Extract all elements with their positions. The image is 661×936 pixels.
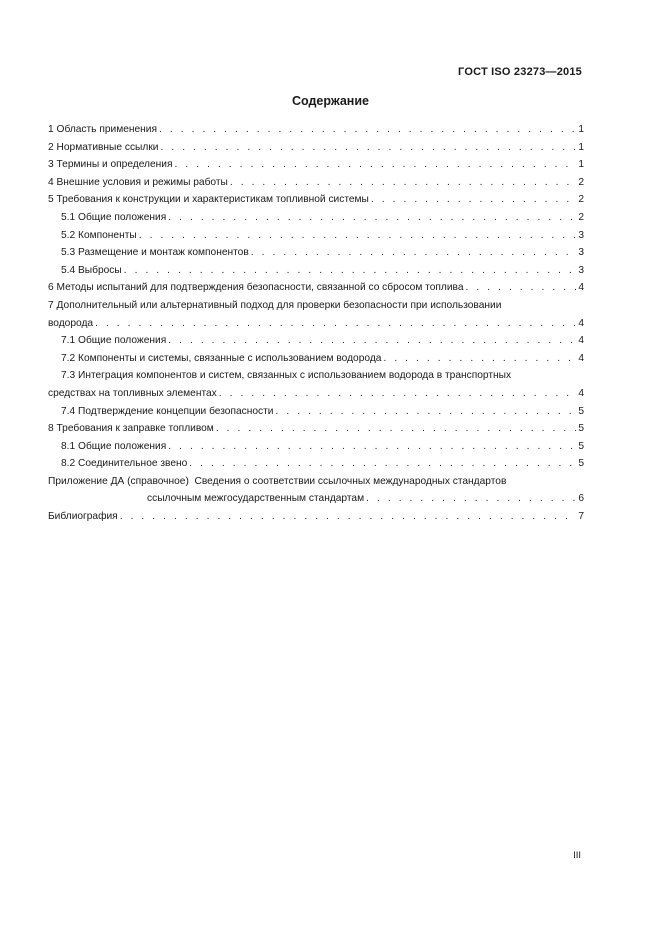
leader-dots — [219, 385, 576, 403]
leader-dots — [168, 332, 576, 350]
toc-number: 7.4 — [61, 405, 76, 417]
toc-number: 7.2 — [61, 352, 76, 364]
leader-dots — [160, 139, 576, 157]
toc-page: 3 — [578, 264, 584, 276]
toc-entry[interactable] — [48, 403, 584, 421]
toc-number: 7.1 — [61, 335, 76, 347]
toc-page: 5 — [578, 440, 584, 452]
toc-entry[interactable] — [48, 156, 584, 174]
toc-number: 6 — [48, 282, 54, 294]
toc-title: Нормативные ссылки — [56, 141, 159, 153]
toc-page: 1 — [578, 159, 584, 171]
toc-title: Компоненты и системы, связанные с использованием водорода — [78, 352, 382, 364]
toc-title: Компоненты — [78, 229, 137, 241]
toc-page: 7 — [578, 511, 584, 523]
toc-entry[interactable] — [48, 139, 584, 157]
toc-entry[interactable] — [48, 455, 584, 473]
toc-title-continued: ссылочным межгосударственным стандартам — [147, 493, 365, 505]
toc-entry[interactable] — [48, 350, 584, 368]
toc-page: 1 — [578, 141, 584, 153]
standard-designation: ГОСТ ISO 23273—2015 — [458, 66, 582, 78]
toc-number: 8 — [48, 423, 54, 435]
toc-title: Общие положения — [78, 440, 167, 452]
leader-dots — [120, 508, 576, 526]
table-of-contents — [48, 121, 584, 526]
toc-entry[interactable] — [48, 279, 584, 297]
leader-dots — [175, 156, 577, 174]
toc-number: 5.3 — [61, 247, 76, 259]
leader-dots — [159, 121, 576, 139]
toc-entry[interactable] — [48, 367, 584, 402]
toc-number: 2 — [48, 141, 54, 153]
toc-number: 7.3 — [61, 370, 76, 382]
toc-number: 5.4 — [61, 264, 76, 276]
leader-dots — [95, 315, 576, 333]
toc-title: Выбросы — [78, 264, 122, 276]
leader-dots — [139, 227, 576, 245]
toc-entry[interactable] — [48, 438, 584, 456]
toc-page: 2 — [578, 211, 584, 223]
leader-dots — [275, 403, 576, 421]
leader-dots — [124, 262, 576, 280]
toc-number: 1 — [48, 124, 54, 135]
toc-title: Дополнительный или альтернативный подход для проверки безопасности при использовании — [56, 299, 502, 311]
toc-entry-appendix[interactable] — [48, 473, 584, 508]
toc-page: 4 — [578, 335, 584, 347]
toc-title: Соединительное звено — [78, 458, 188, 470]
toc-title: Интеграция компонентов и систем, связанных с использованием водорода в транспортных — [78, 370, 512, 382]
toc-title: Внешние условия и режимы работы — [56, 176, 228, 188]
toc-number: 7 — [48, 299, 54, 311]
toc-page: 3 — [578, 247, 584, 259]
toc-title: Размещение и монтаж компонентов — [78, 247, 249, 259]
toc-page: 4 — [578, 317, 584, 329]
toc-number: 8.2 — [61, 458, 76, 470]
leader-dots — [371, 191, 576, 209]
appendix-label: Приложение ДА (справочное) — [48, 475, 189, 487]
page-title: Содержание — [291, 94, 369, 108]
toc-number: 8.1 — [61, 440, 76, 452]
toc-title: Методы испытаний для подтверждения безопасности, связанной со сбросом топлива — [56, 282, 464, 294]
toc-title: Библиография — [48, 511, 118, 523]
toc-title: Термины и определения — [56, 159, 173, 171]
toc-entry[interactable] — [48, 297, 584, 332]
toc-page: 5 — [578, 405, 584, 417]
leader-dots — [383, 350, 576, 368]
toc-number: 5 — [48, 194, 54, 206]
leader-dots — [230, 174, 576, 192]
toc-entry[interactable] — [48, 121, 584, 139]
leader-dots — [168, 438, 576, 456]
toc-title: Общие положения — [78, 211, 167, 223]
toc-page: 2 — [578, 194, 584, 206]
toc-number: 3 — [48, 159, 54, 171]
leader-dots — [168, 209, 576, 227]
leader-dots — [251, 244, 576, 262]
toc-number: 5.2 — [61, 229, 76, 241]
toc-title: Общие положения — [78, 335, 167, 347]
toc-entry[interactable] — [48, 420, 584, 438]
toc-page: 4 — [578, 282, 584, 294]
toc-entry[interactable] — [48, 174, 584, 192]
toc-page: 6 — [578, 493, 584, 505]
toc-entry-bibliography[interactable] — [48, 508, 584, 526]
toc-title: Область применения — [56, 124, 157, 135]
toc-title: Сведения о соответствии ссылочных международных стандартов — [194, 475, 507, 487]
toc-title-continued: средствах на топливных элементах — [48, 387, 217, 399]
toc-page: 5 — [578, 423, 584, 435]
toc-page: 5 — [578, 458, 584, 470]
leader-dots — [466, 279, 577, 297]
toc-entry[interactable] — [48, 227, 584, 245]
leader-dots — [216, 420, 576, 438]
page-number: III — [573, 850, 581, 861]
toc-entry[interactable] — [48, 332, 584, 350]
toc-title: Требования к заправке топливом — [56, 423, 214, 435]
toc-number: 5.1 — [61, 211, 76, 223]
toc-page: 3 — [578, 229, 584, 241]
toc-entry[interactable] — [48, 244, 584, 262]
toc-page: 4 — [578, 352, 584, 364]
leader-dots — [366, 490, 576, 508]
leader-dots — [189, 455, 576, 473]
toc-number: 4 — [48, 176, 54, 188]
toc-entry[interactable] — [48, 262, 584, 280]
toc-page: 2 — [578, 176, 584, 188]
toc-title-continued: водорода — [48, 317, 94, 329]
toc-title: Подтверждение концепции безопасности — [78, 405, 274, 417]
toc-page: 1 — [578, 124, 584, 135]
toc-entry[interactable] — [48, 209, 584, 227]
toc-page: 4 — [578, 387, 584, 399]
toc-title: Требования к конструкции и характеристикам топливной системы — [56, 194, 369, 206]
toc-entry[interactable] — [48, 191, 584, 209]
